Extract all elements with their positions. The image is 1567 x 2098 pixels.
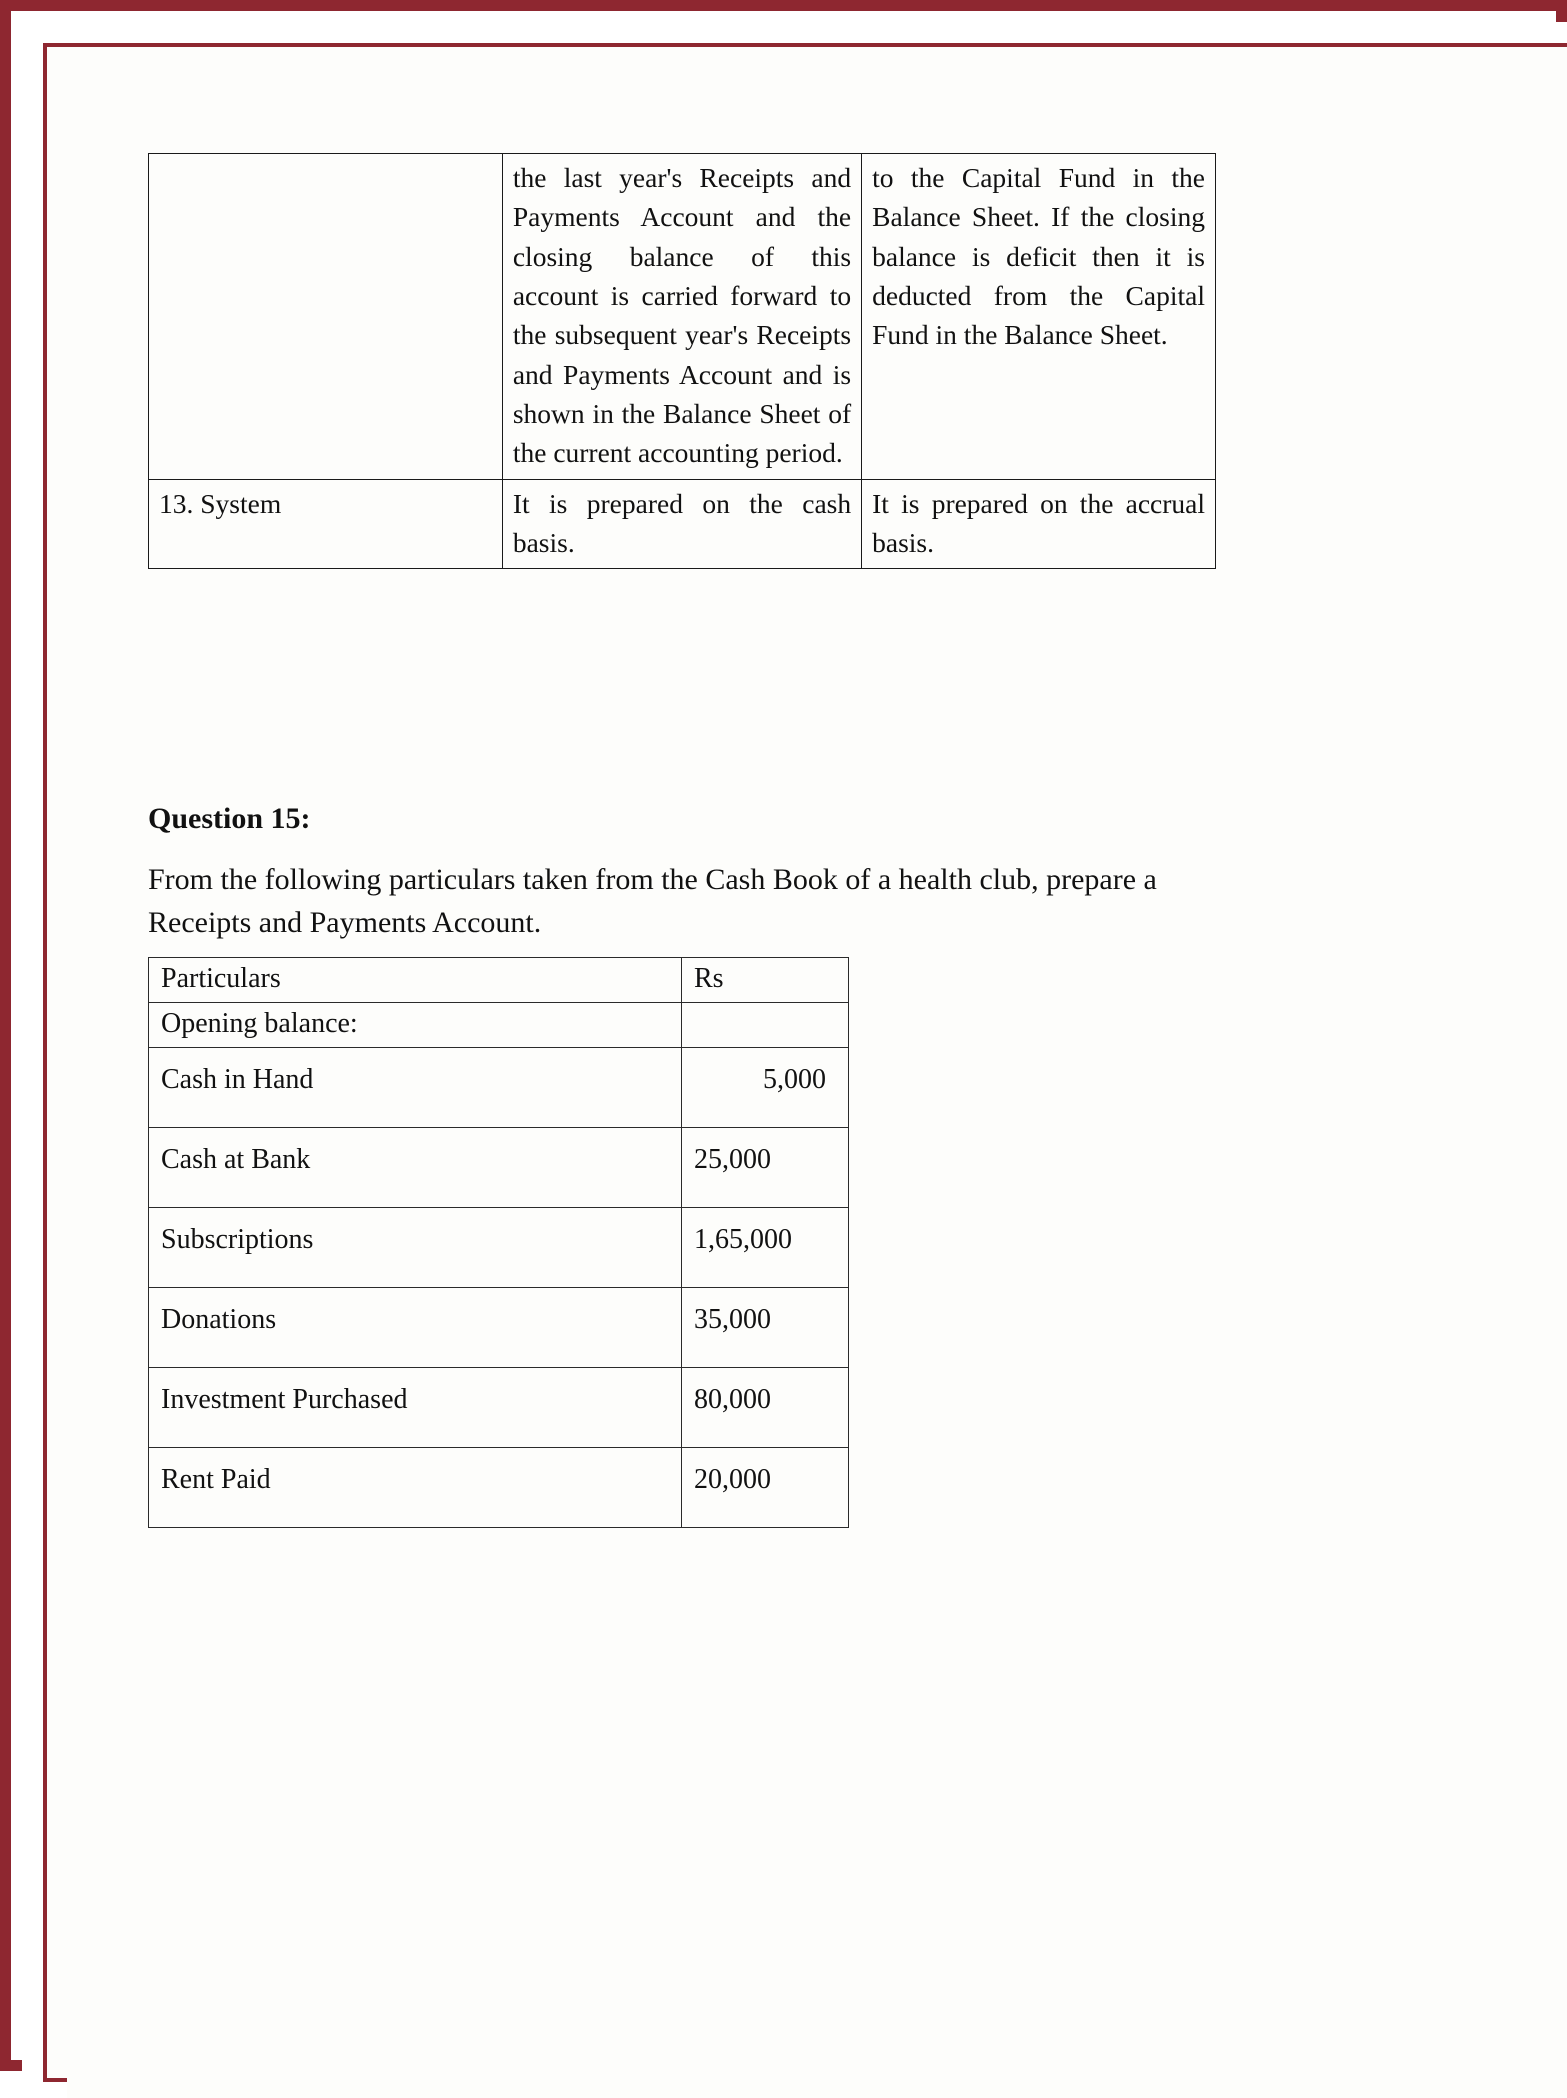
table-row xyxy=(149,479,1216,569)
comparison-row-col2: the last year's Receipts and Payments Account and the closing balance of this account is carried forward to the subsequent year's Receipts and Payments Account and is shown in the Balance Sheet of the current accounting period. xyxy=(502,154,861,480)
comparison-row-col3: to the Capital Fund in the Balance Sheet. If the closing balance is deficit then it is deducted from the Capital Fund in the Balance Sheet. xyxy=(862,154,1216,480)
particulars-row-value: 80,000 xyxy=(682,1368,849,1448)
table-header-row xyxy=(149,958,849,1003)
table-row xyxy=(149,1288,849,1368)
question-intro-text: From the following particulars taken from the Cash Book of a health club, prepare a Receipts and Payments Account. xyxy=(148,863,1157,939)
column-header-amount: Rs xyxy=(682,958,849,1003)
particulars-row-value: 5,000 xyxy=(682,1048,849,1128)
particulars-row-label: Subscriptions xyxy=(149,1208,682,1288)
table-row xyxy=(149,154,1216,480)
comparison-row-col3: It is prepared on the accrual basis. xyxy=(862,479,1216,569)
column-header-particulars: Particulars xyxy=(149,958,682,1003)
table-row xyxy=(149,1048,849,1128)
particulars-row-value: 25,000 xyxy=(682,1128,849,1208)
opening-balance-value xyxy=(682,1003,849,1048)
page-content xyxy=(67,67,1567,2098)
question-heading: Question 15: xyxy=(148,802,311,835)
table-row xyxy=(149,1003,849,1048)
comparison-row-col2: It is prepared on the cash basis. xyxy=(502,479,861,569)
particulars-row-label: Cash at Bank xyxy=(149,1128,682,1208)
comparison-row-label: 13. System xyxy=(149,479,503,569)
page-border-inner xyxy=(43,43,1567,2082)
comparison-row-label xyxy=(149,154,503,480)
opening-balance-label: Opening balance: xyxy=(149,1003,682,1048)
particulars-row-label: Investment Purchased xyxy=(149,1368,682,1448)
particulars-row-label: Donations xyxy=(149,1288,682,1368)
page-border-spacer xyxy=(22,22,1567,2071)
comparison-table xyxy=(148,153,1216,569)
particulars-row-value: 1,65,000 xyxy=(682,1208,849,1288)
table-row xyxy=(149,1128,849,1208)
particulars-table xyxy=(148,957,849,1528)
particulars-row-value: 20,000 xyxy=(682,1448,849,1528)
table-row xyxy=(149,1448,849,1528)
particulars-row-value: 35,000 xyxy=(682,1288,849,1368)
table-row xyxy=(149,1368,849,1448)
particulars-row-label: Rent Paid xyxy=(149,1448,682,1528)
table-row xyxy=(149,1208,849,1288)
particulars-row-label: Cash in Hand xyxy=(149,1048,682,1128)
